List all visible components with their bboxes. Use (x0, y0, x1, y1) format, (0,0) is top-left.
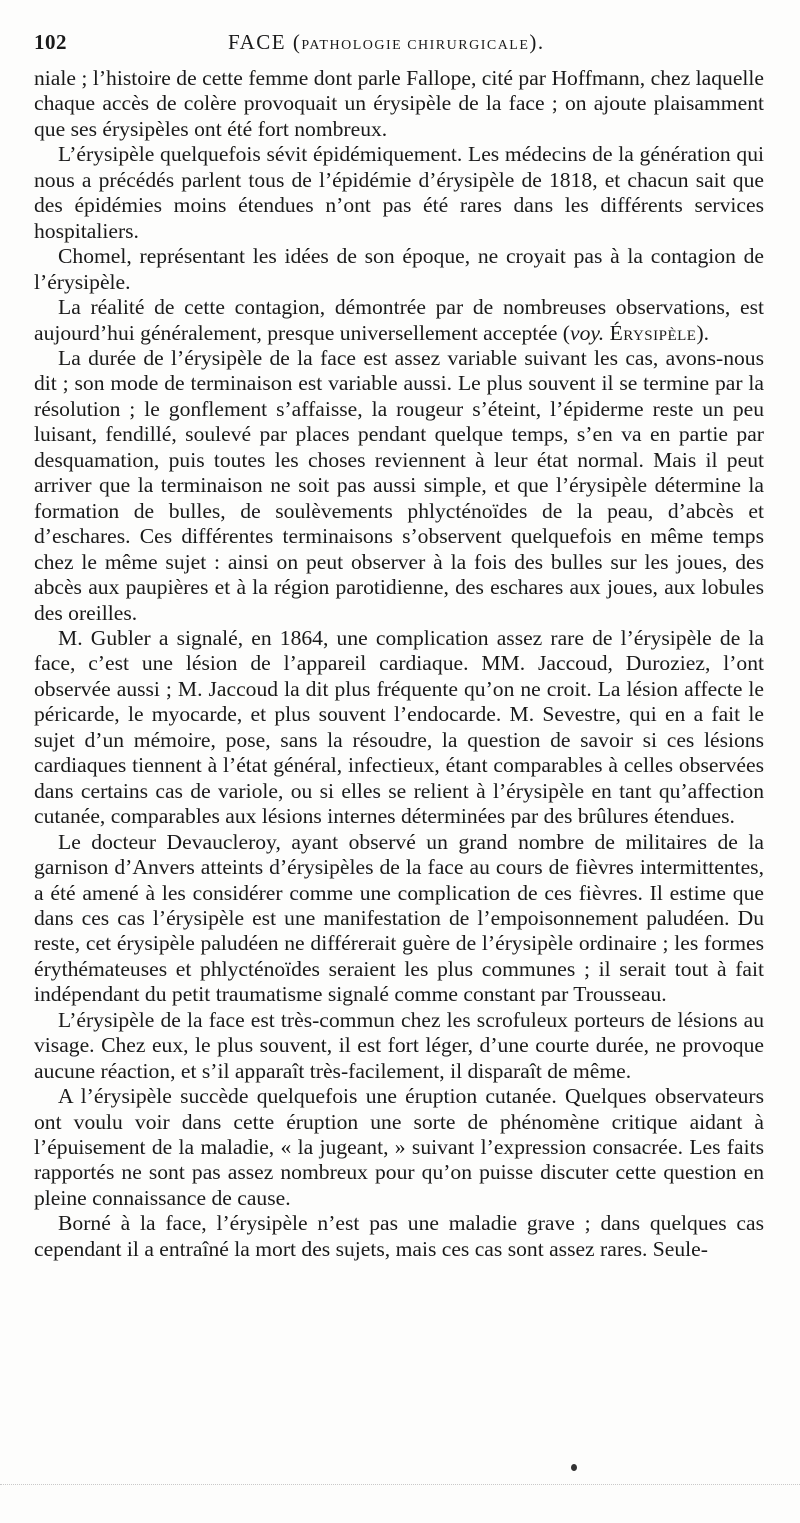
page-header (34, 30, 766, 60)
scan-artifact-line (0, 1484, 800, 1487)
paragraph-chomel: Chomel, représentant les idées de son époque, ne croyait pas à la contagion de l’érysipèle. (34, 244, 764, 294)
paragraph-scrofuleux: L’érysipèle de la face est très-commun chez les scrofuleux porteurs de lésions au visage. Chez eux, le plus souvent, il est fort léger, d’une courte durée, ne provoque aucune réaction, et s’il apparaît très-facilement, il disparaît de même. (34, 1007, 764, 1083)
paragraph-devaucleroy: Le docteur Devaucleroy, ayant observé un grand nombre de militaires de la garnison d’Anvers atteints d’érysipèles de la face au cours de fièvres intermittentes, a été amené à les considérer comme une complication de ces fièvres. Il estime que dans ces cas l’érysipèle est une manifestation de l’empoisonnement paludéen. Du reste, cet érysipèle paludéen ne différerait guère de l’érysipèle ordinaire ; les formes érythémateuses et phlycténoïdes seraient les plus communes ; il serait tout à fait indépendant du petit traumatisme signalé comme constant par Trousseau. (34, 829, 764, 1007)
running-head (228, 30, 545, 55)
page-number: 102 (34, 30, 67, 54)
cross-reference: Érysipèle (609, 320, 697, 345)
running-head-section: PATHOLOGIE CHIRURGICALE (301, 38, 530, 53)
voy-abbrev: voy. (570, 320, 605, 345)
paragraph-eruption: A l’érysipèle succède quelquefois une éruption cutanée. Quelques observateurs ont voulu voir dans cette éruption une sorte de phénomène critique aidant à l’épuisement de la maladie, « la jugeant, » suivant l’expression consacrée. Les faits rapportés ne sont pas assez nombreux pour qu’on puisse discuter cette question en pleine connaissance de cause. (34, 1084, 764, 1210)
body-text (34, 66, 764, 1262)
paragraph-contagion (34, 295, 764, 346)
paragraph-continuation: niale ; l’histoire de cette femme dont parle Fallope, cité par Hoffmann, chez laquelle chaque accès de colère provoquait un érysipèle de la face ; on ajoute plaisamment que ses érysipèles ont été fort nombreux. (34, 66, 764, 141)
running-head-main: FACE (228, 30, 287, 54)
paragraph-duration: La durée de l’érysipèle de la face est assez variable suivant les cas, avons-nous dit ; son mode de terminaison est variable aussi. Le plus souvent il se termine par la résolution ; le gonflement s’affaisse, la rougeur s’éteint, l’épiderme reste un peu luisant, fendillé, soulevé par places pendant quelque temps, s’en va en partie par desquamation, puis toutes les choses reviennent à leur état normal. Mais il peut arriver que la terminaison ne soit pas aussi simple, et que l’érysipèle détermine la formation de bulles, de soulèvements phlycténoïdes de la peau, d’abcès et d’eschares. Ces différentes terminaisons s’observent quelquefois en même temps chez le même sujet : ainsi on peut observer à la fois des bulles sur les joues, des abcès aux paupières et à la région parotidienne, des eschares aux joues, aux lobules des oreilles. (34, 345, 764, 625)
ink-speck (571, 1464, 577, 1471)
contagion-text: La réalité de cette contagion, démontrée par de nombreuses observations, est aujourd’hui généralement, presque universellement acceptée ( (34, 295, 764, 345)
paragraph-epidemic: L’érysipèle quelquefois sévit épidémiquement. Les médecins de la génération qui nous a précédés parlent tous de l’épidémie d’érysipèle de 1818, et chacun sait que des épidémies moins étendues n’ont pas été rares dans les différents services hospitaliers. (34, 142, 764, 243)
running-head-close: ). (529, 30, 545, 54)
paragraph-borne: Borné à la face, l’érysipèle n’est pas une maladie grave ; dans quelques cas cependant il a entraîné la mort des sujets, mais ces cas sont assez rares. Seule- (34, 1211, 764, 1261)
contagion-close: ). (696, 320, 710, 345)
running-head-open: ( (286, 30, 302, 54)
paragraph-gubler: M. Gubler a signalé, en 1864, une complication assez rare de l’érysipèle de la face, c’est une lésion de l’appareil cardiaque. MM. Jaccoud, Duroziez, l’ont observée aussi ; M. Jaccoud la dit plus fréquente qu’on ne croit. La lésion affecte le péricarde, le myocarde, et plus souvent l’endocarde. M. Sevestre, qui en a fait le sujet d’un mémoire, pose, sans la résoudre, la question de savoir si ces lésions cardiaques tiennent à l’état général, infectieux, étant comparables à celles observées dans certains cas de variole, ou si elles se relient à l’érysipèle en tant qu’affection cutanée, comparables aux lésions internes déterminées par des brûlures étendues. (34, 625, 764, 829)
